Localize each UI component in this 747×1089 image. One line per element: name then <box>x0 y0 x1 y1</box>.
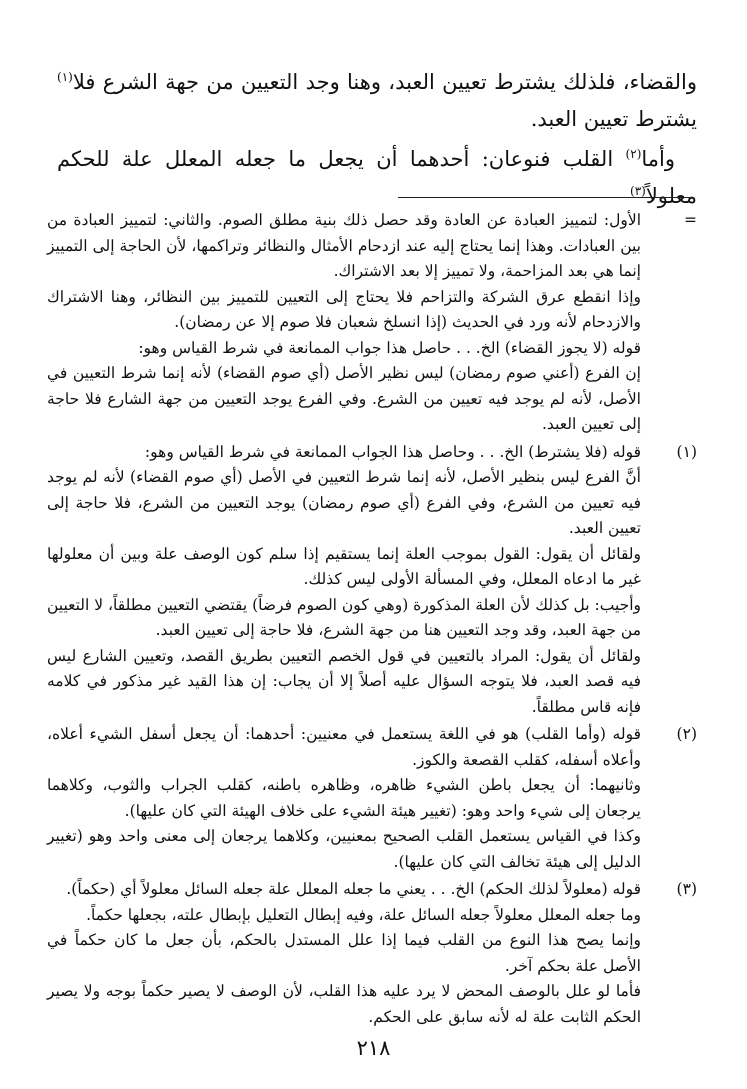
footnote-marker: (٣) <box>676 880 697 898</box>
footnote-paragraph: أنَّ الفرع ليس بنظير الأصل، لأنه إنما شرط التعيين في الأصل (أي صوم القضاء) لأنه لم يوجد فيه تعيين من الشرع، وفي الفرع (أي صوم رمضان) يوجد التعيين من الشرع، فلا حاجة إلى تعيين العبد. <box>47 468 641 537</box>
footnote-2 <box>47 722 697 875</box>
footnote-marker: = <box>684 211 697 229</box>
footnote-paragraph: وإنما يصح هذا النوع من القلب فيما إذا علل المستدل بالحكم، بأن جعل ما كان حكماً في الأصل علة بحكم آخر. <box>47 931 641 975</box>
main-paragraph-2 <box>57 141 697 215</box>
footnote-ref-3: (٣) <box>630 184 646 198</box>
main-line-1: والقضاء، فلذلك يشترط تعيين العبد، وهنا وجد التعيين من جهة الشرع فلا <box>72 70 697 94</box>
footnote-paragraph: وثانيهما: أن يجعل باطن الشيء ظاهره، وظاهره باطنه، كقلب الجراب والثوب، وكلاهما يرجعان إلى شيء واحد وهو: (تغيير هيئة الشيء على خلاف الهيئة التي كان عليها). <box>47 776 641 820</box>
footnote-continued <box>47 208 697 438</box>
main-para-2-start: وأما <box>641 147 675 171</box>
footnote-paragraph: قوله (معلولاً لذلك الحكم) الخ. . . يعني ما جعله المعلل علة جعله السائل معلولاً أي (حكماً). <box>66 880 641 898</box>
footnote-marker: (٢) <box>676 725 697 743</box>
footnote-separator <box>398 197 694 198</box>
footnote-1 <box>47 440 697 721</box>
footnote-paragraph: وما جعله المعلل معلولاً جعله السائل علة، وفيه إبطال التعليل بإبطال علته، بجعلها حكماً. <box>86 905 641 924</box>
footnote-paragraph: فأما لو علل بالوصف المحض لا يرد عليه هذا القلب، لأن الوصف لا يصير حكماً بوجه ولا يصير الحكم الثابت علة له لأنه سابق على الحكم. <box>47 982 641 1026</box>
footnote-paragraph: وأجيب: بل كذلك لأن العلة المذكورة (وهي كون الصوم فرضاً) يقتضي التعيين مطلقاً، لا التعيين من جهة العبد، وقد وجد التعيين هنا من جهة الشرع، فلا حاجة إلى تعيين العبد. <box>47 595 641 639</box>
footnotes <box>47 208 697 1032</box>
footnote-paragraph: الأول: لتمييز العبادة عن العادة وقد حصل ذلك بنية مطلق الصوم. والثاني: لتمييز العبادة من بين العبادات. وهذا إنما يحتاج إليه عند ازدحام الأمثال والنظائر وتراكمها، لأن الحاجة إلى التمييز إنما هي بعد المزاحمة، ولا تمييز إلا بعد الاشتراك. <box>47 211 641 280</box>
main-text <box>57 64 697 215</box>
footnote-paragraph: إن الفرع (أعني صوم رمضان) ليس نظير الأصل (أي صوم القضاء) لأنه إنما شرط التعيين في الأصل، لأنه لم يوجد فيه تعيين من الشرع. وفي الفرع يوجد التعيين من جهة الشارع فلا حاجة إلى تعيين العبد. <box>47 364 641 433</box>
footnote-paragraph: قوله (فلا يشترط) الخ. . . وحاصل هذا الجواب الممانعة في شرط القياس وهو: <box>144 442 641 461</box>
footnote-paragraph: ولقائل أن يقول: المراد بالتعيين في قول الخصم التعيين بطريق القصد، وتعيين الشارع ليس فيه قصد العبد، فلا يتوجه السؤال عليه أصلاً إلا أن يجاب: إن هذا القيد غير مذكور في كلامه فإنه قاس مطلقاً. <box>47 646 641 716</box>
main-line-1-end: يشترط تعيين العبد. <box>530 107 697 131</box>
footnote-ref-1: (١) <box>57 70 73 84</box>
footnote-3 <box>47 877 697 1030</box>
footnote-paragraph: وإذا انقطع عرق الشركة والتزاحم فلا يحتاج إلى التعيين للتمييز بين النظائر، وهنا الاشتراك والازدحام لأنه ورد في الحديث (إذا انسلخ شعبان فلا صوم إلا عن رمضان). <box>47 287 641 331</box>
page-number: ٢١٨ <box>356 1036 391 1060</box>
main-paragraph-1 <box>57 64 697 138</box>
footnote-ref-2: (٢) <box>625 147 642 161</box>
footnote-paragraph: ولقائل أن يقول: القول بموجب العلة إنما يستقيم إذا سلم كون الوصف علة وبين أن معلولها غير ما ادعاه المعلل، وفي المسألة الأولى ليس كذلك. <box>47 544 641 588</box>
footnote-paragraph: قوله (وأما القلب) هو في اللغة يستعمل في معنيين: أحدهما: أن يجعل أسفل الشيء أعلاه، وأعلاه أسفله، كقلب القصعة والكوز. <box>47 725 641 769</box>
main-para-2-mid: القلب فنوعان: أحدهما أن يجعل ما جعله المعلل علة للحكم معلولاً <box>57 147 697 208</box>
footnote-paragraph: وكذا في القياس يستعمل القلب الصحيح بمعنيين، وكلاهما يرجعان إلى معنى واحد وهو (تغيير الدليل إلى هيئة تخالف التي كان عليها). <box>47 827 641 871</box>
footnote-marker: (١) <box>676 442 697 461</box>
footnote-paragraph: قوله (لا يجوز القضاء) الخ. . . حاصل هذا جواب الممانعة في شرط القياس وهو: <box>138 338 641 357</box>
